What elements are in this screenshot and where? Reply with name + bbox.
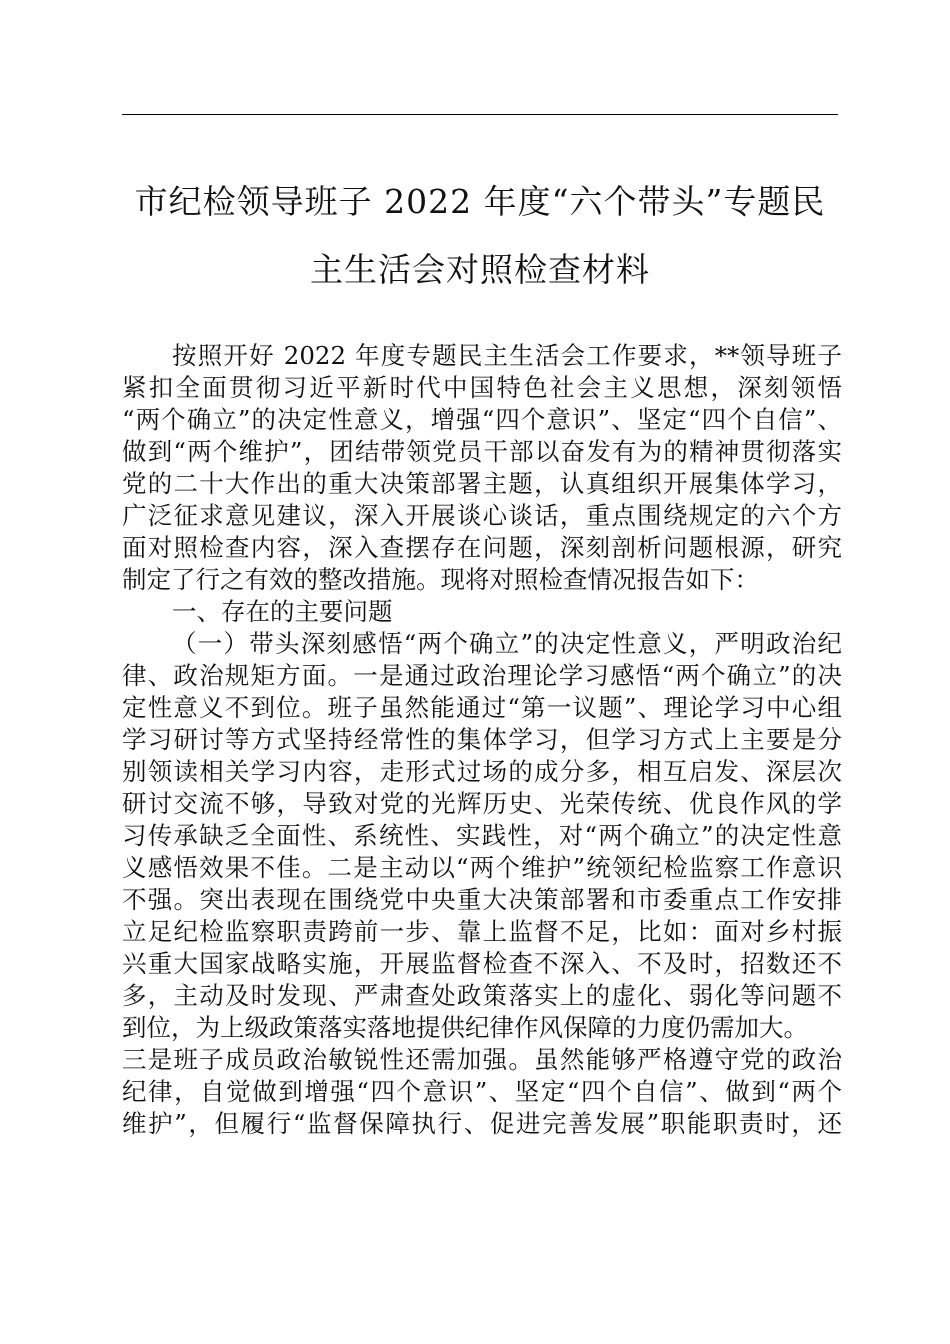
section-heading: 一、存在的主要问题 (172, 597, 393, 626)
body-line: 维护”，但履行“监督保障执行、促进完善发展”职能职责时，还 (122, 1109, 842, 1138)
body-line: 不强。突出表现在围绕党中央重大决策部署和市委重点工作安排 (122, 885, 842, 914)
body-line: 别领读相关学习内容，走形式过场的成分多，相互启发、深层次 (122, 757, 842, 786)
body-line: 三是班子成员政治敏锐性还需加强。虽然能够严格遵守党的政治 (122, 1045, 842, 1074)
body-line: 研讨交流不够，导致对党的光辉历史、光荣传统、优良作风的学 (122, 789, 842, 818)
title-line-1: 市纪检领导班子 2022 年度“六个带头”专题民 (134, 182, 826, 221)
body-line: 多，主动及时发现、严肃查处政策落实上的虚化、弱化等问题不 (122, 981, 842, 1010)
body-line: 纪律，自觉做到增强“四个意识”、坚定“四个自信”、做到“两个 (122, 1077, 842, 1106)
body-line: 广泛征求意见建议，深入开展谈心谈话，重点围绕规定的六个方 (122, 501, 842, 530)
document-body (122, 340, 842, 1140)
header-divider (122, 114, 838, 115)
title-line-2: 主生活会对照检查材料 (310, 250, 650, 289)
body-line: 党的二十大作出的重大决策部署主题，认真组织开展集体学习， (122, 469, 842, 498)
body-line: 义感悟效果不佳。二是主动以“两个维护”统领纪检监察工作意识 (122, 853, 842, 882)
body-line: 立足纪检监察职责跨前一步、靠上监督不足，比如：面对乡村振 (122, 917, 842, 946)
body-line: 按照开好 2022 年度专题民主生活会工作要求，**领导班子 (172, 341, 842, 370)
body-line: （一）带头深刻感悟“两个确立”的决定性意义，严明政治纪 (172, 629, 842, 658)
body-line: 习传承缺乏全面性、系统性、实践性，对“两个确立”的决定性意 (122, 821, 842, 850)
body-line: 紧扣全面贯彻习近平新时代中国特色社会主义思想，深刻领悟 (122, 373, 842, 402)
body-line: “两个确立”的决定性意义，增强“四个意识”、坚定“四个自信”、 (122, 405, 842, 434)
body-line: 学习研讨等方式坚持经常性的集体学习，但学习方式上主要是分 (122, 725, 842, 754)
body-line: 面对照检查内容，深入查摆存在问题，深刻剖析问题根源，研究 (122, 533, 842, 562)
body-line: 制定了行之有效的整改措施。现将对照检查情况报告如下： (122, 565, 759, 594)
document-title (100, 168, 860, 304)
body-line: 做到“两个维护”，团结带领党员干部以奋发有为的精神贯彻落实 (122, 437, 842, 466)
body-line: 定性意义不到位。班子虽然能通过“第一议题”、理论学习中心组 (122, 693, 842, 722)
body-line: 兴重大国家战略实施，开展监督检查不深入、不及时，招数还不 (122, 949, 842, 978)
body-line: 律、政治规矩方面。一是通过政治理论学习感悟“两个确立”的决 (122, 661, 842, 690)
body-line: 到位，为上级政策落实落地提供纪律作风保障的力度仍需加大。 (122, 1013, 808, 1042)
